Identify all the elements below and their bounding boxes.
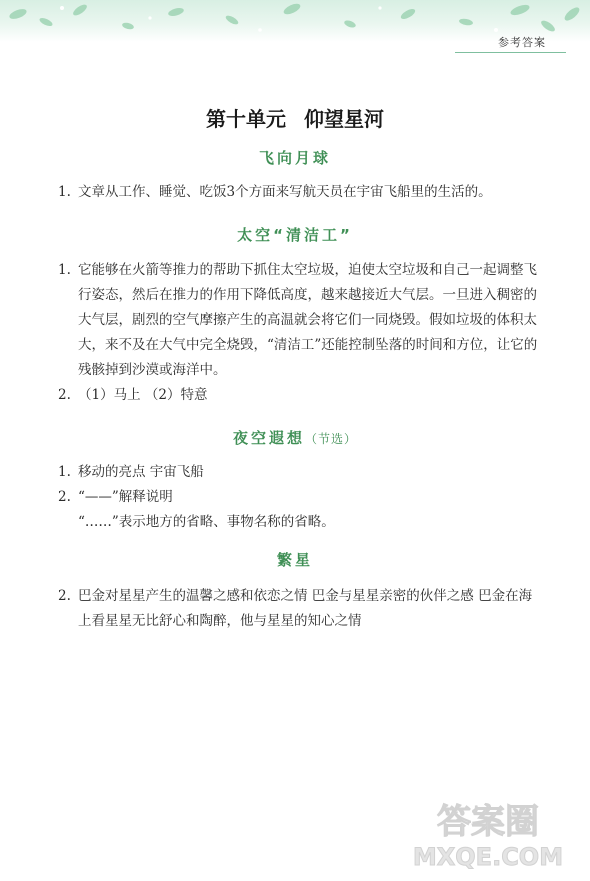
- section-title-1: 飞向月球: [258, 149, 331, 167]
- page-title: [0, 103, 590, 132]
- watermark-text-bottom: MXQE.COM: [412, 843, 564, 871]
- answer-text: 移动的亮点 宇宙飞船: [78, 464, 204, 480]
- section-title-note: （节选）: [305, 432, 358, 446]
- section-title-2: 太空“清洁工”: [237, 226, 353, 244]
- header-label: 参考答案: [498, 36, 546, 49]
- answer-number: 2.: [58, 588, 71, 604]
- answer-item: [58, 485, 538, 535]
- answer-text-continued: “……”表示地方的省略、事物名称的省略。: [78, 514, 335, 530]
- answer-text: 巴金对星星产生的温馨之感和依恋之情 巴金与星星亲密的伙伴之感 巴金在海上看星星无比舒心和陶醉，他与星星的知心之情: [78, 588, 533, 629]
- answer-number: 1.: [58, 184, 71, 200]
- watermark-logo-icon: [398, 795, 578, 873]
- section-title-text: 夜空遐想: [232, 429, 305, 447]
- answer-number: 1.: [58, 464, 71, 480]
- answer-text: “——”解释说明: [78, 489, 173, 505]
- unit-number: 第十单元: [206, 107, 286, 131]
- answer-text: 文章从工作、睡觉、吃饭3个方面来写航天员在宇宙飞船里的生活的。: [78, 184, 492, 200]
- answer-number: 1.: [58, 262, 71, 278]
- answer-item: [58, 584, 538, 634]
- answer-item: [58, 383, 538, 408]
- watermark-text-top: 答案圈: [437, 802, 539, 842]
- unit-name: 仰望星河: [304, 107, 384, 131]
- header-divider: [455, 52, 566, 53]
- section-title-3: [0, 427, 590, 448]
- answer-item: [58, 460, 538, 485]
- answer-number: 2.: [58, 387, 71, 403]
- answer-item: [58, 258, 538, 383]
- answer-text: （1）马上 （2）特意: [78, 387, 208, 403]
- answer-text: 它能够在火箭等推力的帮助下抓住太空垃圾，迫使太空垃圾和自己一起调整飞行姿态，然后在推力的作用下降低高度，越来越接近大气层。一旦进入稠密的大气层，剧烈的空气摩擦产生的高温就会将它们一同烧毁。假如垃圾的体积太大，来不及在大气中完全烧毁，“清洁工”还能控制坠落的时间和方位，让它的残骸掉到沙漠或海洋中。: [78, 262, 538, 378]
- section-title-4: 繁星: [276, 551, 313, 569]
- answer-item: [58, 180, 538, 205]
- answer-number: 2.: [58, 489, 71, 505]
